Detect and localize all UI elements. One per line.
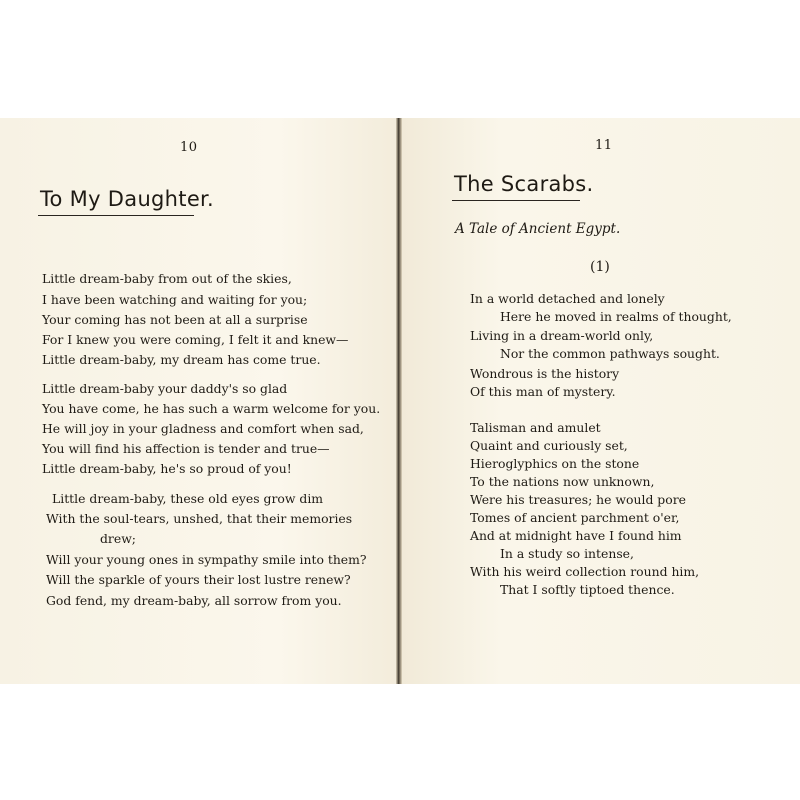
verse-line: I have been watching and waiting for you; [42,292,308,307]
title-underline [452,200,580,201]
verse-line: For I knew you were coming, I felt it and knew— [42,332,349,347]
verse-line: Of this man of mystery. [470,384,616,399]
title-underline [38,215,194,216]
verse-line: Little dream-baby, he's so proud of you! [42,461,292,476]
verse-line: Little dream-baby from out of the skies, [42,271,292,286]
verse-line: You will find his affection is tender and true— [42,441,330,456]
verse-line: You have come, he has such a warm welcome for you. [42,401,381,416]
verse-line: drew; [100,531,136,546]
page-number: 11 [595,138,613,153]
verse-line: In a study so intense, [500,546,634,561]
verse-line: Little dream-baby your daddy's so glad [42,381,288,396]
verse-line: Wondrous is the history [470,366,620,381]
verse-line: Little dream-baby, these old eyes grow dim [52,491,324,506]
verse-line: God fend, my dream-baby, all sorrow from you. [46,593,342,608]
verse-line: Were his treasures; he would pore [470,492,686,507]
poem-subtitle: A Tale of Ancient Egypt. [455,221,621,237]
verse-line: And at midnight have I found him [470,528,682,543]
verse-line: To the nations now unknown, [470,474,655,489]
verse-line: Tomes of ancient parchment o'er, [470,510,680,525]
section-number: (1) [590,259,610,275]
verse-line: With his weird collection round him, [470,564,700,579]
verse-line: Your coming has not been at all a surprise [42,312,308,327]
verse-line: Talisman and amulet [470,420,601,435]
verse-line: Nor the common pathways sought. [500,346,720,361]
verse-line: That I softly tiptoed thence. [500,582,675,597]
poem-title: To My Daughter. [40,187,215,211]
verse-line: Living in a dream-world only, [470,328,654,343]
verse-line: Little dream-baby, my dream has come true. [42,352,321,367]
verse-line: In a world detached and lonely [470,291,665,306]
verse-line: Will the sparkle of yours their lost lustre renew? [46,572,351,587]
verse-line: He will joy in your gladness and comfort when sad, [42,421,364,436]
verse-line: Quaint and curiously set, [470,438,628,453]
right-page [402,118,800,684]
verse-line: With the soul-tears, unshed, that their memories [46,511,353,526]
left-page [0,118,398,684]
verse-line: Will your young ones in sympathy smile into them? [46,552,367,567]
book-spread [0,118,800,684]
poem-title: The Scarabs. [454,172,594,196]
verse-line: Here he moved in realms of thought, [500,309,732,324]
page-number: 10 [180,140,198,155]
verse-line: Hieroglyphics on the stone [470,456,640,471]
